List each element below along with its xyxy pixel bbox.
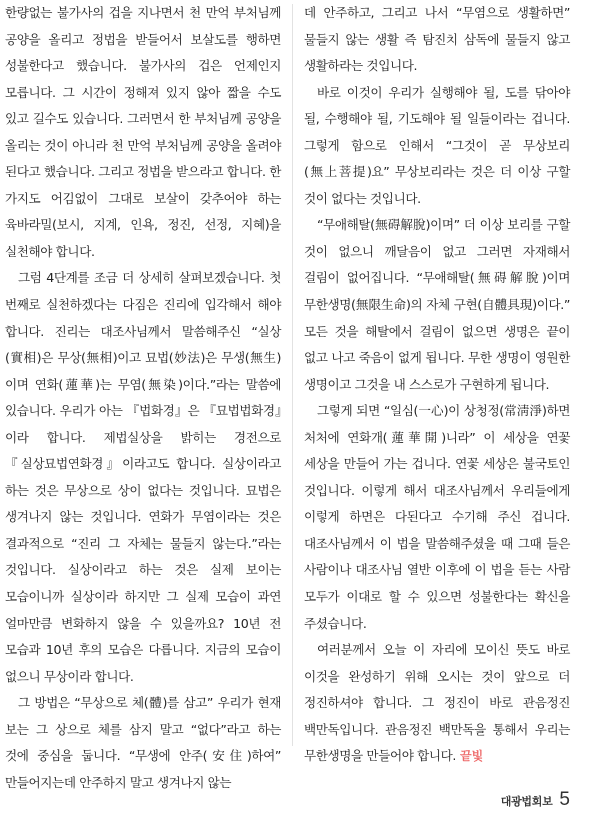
column-divider bbox=[292, 4, 293, 746]
publication-name: 대광법회보 bbox=[500, 795, 553, 808]
page-footer bbox=[501, 789, 570, 811]
paragraph-6: “무애해탈(無碍解脫)이며” 더 이상 보리를 구할 것이 없으니 깨달음이 없고 그러면 자재해서 걸림이 없어집니다. “무애해탈(無碍解脫)이며 무한생명(無限生命)의 자체 구현(自體具現)이다.” 모든 것을 해탈에서 걸림이 없으면 생명은 끝이 없고 나고 죽음이 없게 됩니다. 무한 생명이 영원한 생명이고 그것을 내 스스로가 구현하게 됩니다. bbox=[304, 217, 570, 392]
end-mark-icon: 끝빛 bbox=[460, 749, 484, 764]
paragraph-4: 데 안주하고, 그리고 나서 “무염으로 생활하면” 물들지 않는 생활 즉 탐진치 삼독에 물들지 않고 생활하라는 것입니다. bbox=[304, 5, 570, 74]
paragraph-7: 그렇게 되면 “일심(一心)이 상청정(常淸淨)하면 처처에 연화개(蓮華開)니라” 이 세상을 연꽃 세상을 만들어 가는 겁니다. 연꽃 세상은 불국토인 것입니다. 이렇게 해서 대조사님께서 우리들에게 이렇게 하면은 다된다고 수기해 주신 겁니다. 대조사님께서 이 법을 말씀해주셨을 때 그때 들은 사람이나 대조사님 열반 이후에 이 법을 듣는 사람 모두가 이대로 할 수 있으면 성불한다는 확신을 주셨습니다. bbox=[304, 403, 570, 631]
paragraph-3: 그 방법은 “무상으로 체(體)를 삼고” 우리가 현재 보는 그 상으로 체를 삼지 말고 “없다”라고 하는 것에 중심을 둡니다. “무생에 안주(安住)하여” 만들어지는데 안주하지 말고 생겨나지 않는 bbox=[5, 695, 281, 790]
page-number: 5 bbox=[559, 789, 570, 810]
left-column bbox=[5, 0, 281, 796]
right-column bbox=[304, 0, 570, 770]
paragraph-5: 바로 이것이 우리가 실행해야 될, 도를 닦아야 될, 수행해야 될, 기도해야 될 일들이라는 겁니다. 그렇게 함으로 인해서 “그것이 곧 무상보리(無上菩提)요” 무상보리라는 것은 더 이상 구할 것이 없다는 것입니다. bbox=[304, 84, 570, 206]
paragraph-1: 한량없는 불가사의 겁을 지나면서 천 만억 부처님께 공양을 올리고 정법을 받들어서 보살도를 행하면 성불한다고 했습니다. 불가사의 겁은 언제인지 모릅니다. 그 시간이 정해져 있지 않아 짧을 수도 있고 길수도 있습니다. 그러면서 한 부처님께 공양을 올리는 것이 아니라 천 만억 부처님께 공양을 올려야 된다고 했습니다. 그리고 정법을 받으라고 합니다. 한 가지도 어김없이 그대로 보살이 갖추어야 하는 육바라밀(보시, 지계, 인욕, 정진, 선정, 지혜)을 실천해야 합니다. bbox=[5, 5, 281, 259]
paragraph-2: 그럼 4단계를 조금 더 상세히 살펴보겠습니다. 첫 번째로 실천하겠다는 다짐은 진리에 입각해서 해야 합니다. 진리는 대조사님께서 말씀해주신 “실상(實相)은 무상(無相)이고 묘법(妙法)은 무생(無生)이며 연화(蓮華)는 무염(無染)이다.”라는 말씀에 있습니다. 우리가 아는 『법화경』은 『묘법법화경』이라 합니다. 제법실상을 밝히는 경전으로 『실상묘법연화경』이라고도 합니다. 실상이라고 하는 것은 무상으로 상이 없다는 것입니다. 묘법은 생겨나지 않는 것입니다. 연화가 무염이라는 것은 결과적으로 “진리 그 자체는 물들지 않는다.”라는 것입니다. 실상이라고 하는 것은 실제 보이는 모습이니까 실상이라 하지만 그 실제 모습이 과연 얼마만큼 변화하지 않을 수 있을까요? 10년 전 모습과 10년 후의 모습은 다릅니다. 지금의 모습이 없으니 무상이라 합니다. bbox=[5, 270, 281, 684]
paragraph-8-text: 여러분께서 오늘 이 자리에 모이신 뜻도 바로 이것을 완성하기 위해 오시는 것이 앞으로 더 정진하셔야 합니다. 그 정진이 바로 관음정진 백만독입니다. 관음정진 백만독을 통해서 우리는 무한생명을 만들어야 합니다. bbox=[304, 642, 570, 764]
paragraph-8 bbox=[304, 637, 570, 770]
